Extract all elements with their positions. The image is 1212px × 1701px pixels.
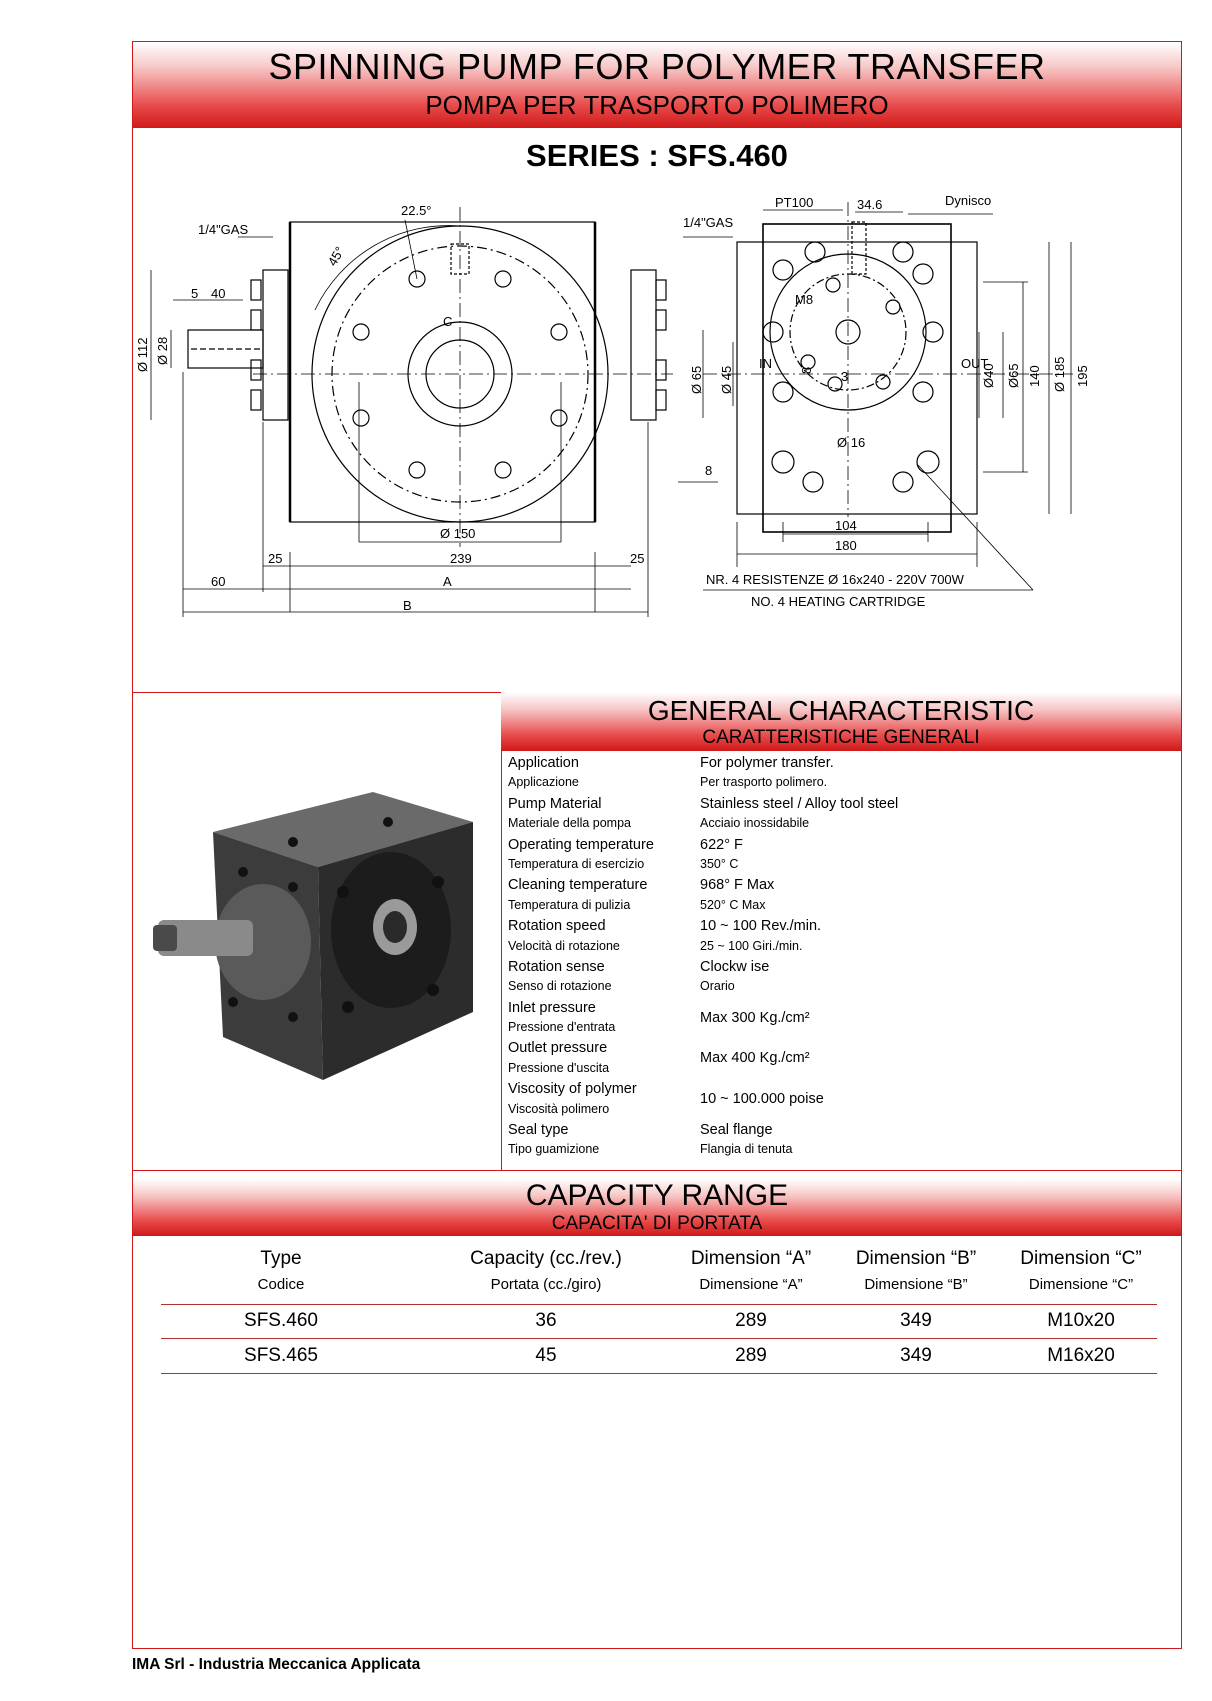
char-label: Rotation speed [508, 918, 606, 935]
product-photo [143, 762, 483, 1092]
char-label-it: Applicazione [508, 775, 579, 790]
char-value-it: 520° C Max [700, 897, 766, 912]
char-label-it: Viscosità polimero [508, 1101, 610, 1116]
char-label: Cleaning temperature [508, 877, 648, 894]
in-label: IN [759, 356, 772, 371]
general-band [501, 692, 1181, 750]
col-header-dim-c: Dimension “C” [1020, 1248, 1142, 1269]
char-value: 968° F Max [700, 877, 775, 894]
dim-239: 239 [450, 551, 472, 566]
char-value: 622° F [700, 836, 743, 853]
heater-label-it: NR. 4 RESISTENZE Ø 16x240 - 220V 700W [706, 572, 964, 587]
dim-195: 195 [1075, 365, 1090, 387]
col-header-type: Type [260, 1248, 302, 1269]
capacity-title: CAPACITY RANGE [525, 1179, 789, 1212]
char-label-it: Materiale della pompa [508, 816, 631, 831]
col-header-type-it: Codice [257, 1276, 305, 1293]
char-value: 10 ~ 100.000 poise [700, 1091, 824, 1108]
divider [133, 1170, 1181, 1171]
divider [133, 1235, 1181, 1236]
dim-150: Ø 150 [440, 526, 476, 541]
char-value-it: Orario [700, 979, 735, 994]
char-label: Seal type [508, 1122, 569, 1139]
dim-60: 60 [211, 574, 226, 589]
char-value: Seal flange [700, 1122, 773, 1139]
char-label-it: Temperatura di pulizia [508, 897, 631, 912]
general-title: GENERAL CHARACTERISTIC [647, 695, 1035, 726]
col-header-dim-b: Dimension “B” [855, 1248, 977, 1269]
capacity-subtitle: CAPACITA' DI PORTATA [551, 1213, 763, 1234]
series-label: SERIES : SFS.460 [526, 138, 788, 173]
char-label-it: Tipo guamizione [508, 1142, 600, 1157]
technical-drawing [135, 182, 1173, 702]
column-divider [501, 692, 502, 1170]
char-label: Viscosity of polymer [508, 1081, 637, 1098]
char-value-it: Flangia di tenuta [700, 1142, 793, 1157]
m8-label: M8 [795, 292, 814, 307]
char-label-it: Senso di rotazione [508, 979, 612, 994]
characteristics-list [508, 755, 1168, 1163]
table-cell: 36 [535, 1310, 557, 1331]
dim-185: Ø 185 [1052, 356, 1067, 392]
dim-140: 140 [1027, 365, 1042, 387]
footer-company: IMA Srl - Industria Meccanica Applicata [132, 1656, 421, 1673]
table-cell: SFS.465 [244, 1345, 318, 1366]
dim-8: 8 [705, 463, 713, 478]
dynisco-label: Dynisco [945, 193, 992, 208]
table-cell: SFS.460 [244, 1310, 318, 1331]
char-label-it: Pressione d'uscita [508, 1060, 610, 1075]
divider [133, 127, 1181, 128]
capacity-band [133, 1179, 1181, 1235]
char-label-it: Pressione d'entrata [508, 1020, 616, 1035]
gas-left-label: 1/4"GAS [198, 222, 249, 237]
title-band [133, 42, 1181, 127]
char-label: Inlet pressure [508, 999, 596, 1016]
char-value-it: Acciaio inossidabile [700, 816, 810, 831]
dim-40: 40 [211, 286, 226, 301]
pt100-label: PT100 [775, 195, 814, 210]
angle-225-label: 22.5° [401, 203, 432, 218]
dim-104: 104 [835, 518, 857, 533]
table-divider [161, 1304, 1157, 1305]
c-label: C [443, 314, 453, 329]
char-label: Operating temperature [508, 836, 654, 853]
col-header-dim-b-it: Dimensione “B” [864, 1276, 968, 1293]
table-cell: 349 [900, 1345, 932, 1366]
char-value: 10 ~ 100 Rev./min. [700, 918, 822, 935]
char-label: Outlet pressure [508, 1040, 608, 1057]
char-label-it: Velocità di rotazione [508, 938, 620, 953]
char-label-it: Temperatura di esercizio [508, 856, 645, 871]
col-header-dim-a-it: Dimensione “A” [699, 1276, 803, 1293]
dim-3-small: 3 [841, 369, 849, 384]
dim-16: Ø 16 [837, 435, 866, 450]
angle-45-label: 45° [324, 243, 348, 269]
char-value: Stainless steel / Alloy tool steel [700, 795, 899, 812]
char-value: For polymer transfer. [700, 755, 834, 771]
dim-5: 5 [191, 286, 199, 301]
table-divider [161, 1338, 1157, 1339]
char-value: Max 300 Kg./cm² [700, 1009, 810, 1026]
divider [501, 750, 1181, 751]
table-cell: M16x20 [1047, 1345, 1115, 1366]
drawing-svg [135, 182, 1173, 702]
heater-label-en: NO. 4 HEATING CARTRIDGE [751, 594, 926, 609]
dim-40-right: Ø40 [981, 363, 996, 388]
char-label: Pump Material [508, 795, 602, 812]
char-value-it: 350° C [700, 856, 739, 871]
table-cell: 45 [535, 1345, 557, 1366]
col-header-dim-c-it: Dimensione “C” [1028, 1276, 1134, 1293]
char-value: Clockw ise [700, 958, 770, 975]
char-label: Rotation sense [508, 958, 605, 975]
dim-a: A [443, 574, 452, 589]
dim-25-left: 25 [268, 551, 283, 566]
col-header-capacity: Capacity (cc./rev.) [470, 1248, 622, 1269]
dim-346: 34.6 [857, 197, 883, 212]
table-cell: 289 [735, 1310, 767, 1331]
char-label: Application [508, 755, 579, 771]
char-value: Max 400 Kg./cm² [700, 1050, 810, 1067]
dim-28: Ø 28 [155, 336, 170, 365]
char-value-it: 25 ~ 100 Giri./min. [700, 938, 803, 953]
table-cell: 349 [900, 1310, 932, 1331]
gas-right-label: 1/4"GAS [683, 215, 734, 230]
table-divider [161, 1373, 1157, 1374]
dim-25-right: 25 [630, 551, 645, 566]
dim-b: B [403, 598, 412, 613]
col-header-dim-a: Dimension “A” [690, 1248, 812, 1269]
dim-65-right: Ø65 [1006, 363, 1021, 388]
table-cell: M10x20 [1047, 1310, 1115, 1331]
dim-45: Ø 45 [719, 365, 734, 394]
col-header-capacity-it: Portata (cc./giro) [490, 1276, 602, 1293]
page-title: SPINNING PUMP FOR POLYMER TRANSFER [268, 46, 1046, 87]
general-subtitle: CARATTERISTICHE GENERALI [702, 727, 980, 748]
dim-8-small: 8 [799, 366, 814, 374]
dim-180: 180 [835, 538, 857, 553]
page-frame [132, 41, 1182, 1649]
char-value-it: Per trasporto polimero. [700, 775, 828, 790]
table-cell: 289 [735, 1345, 767, 1366]
out-label: OUT [961, 356, 989, 371]
dim-65-left: Ø 65 [689, 365, 704, 394]
dim-112: Ø 112 [135, 337, 150, 372]
page-subtitle: POMPA PER TRASPORTO POLIMERO [425, 90, 889, 120]
